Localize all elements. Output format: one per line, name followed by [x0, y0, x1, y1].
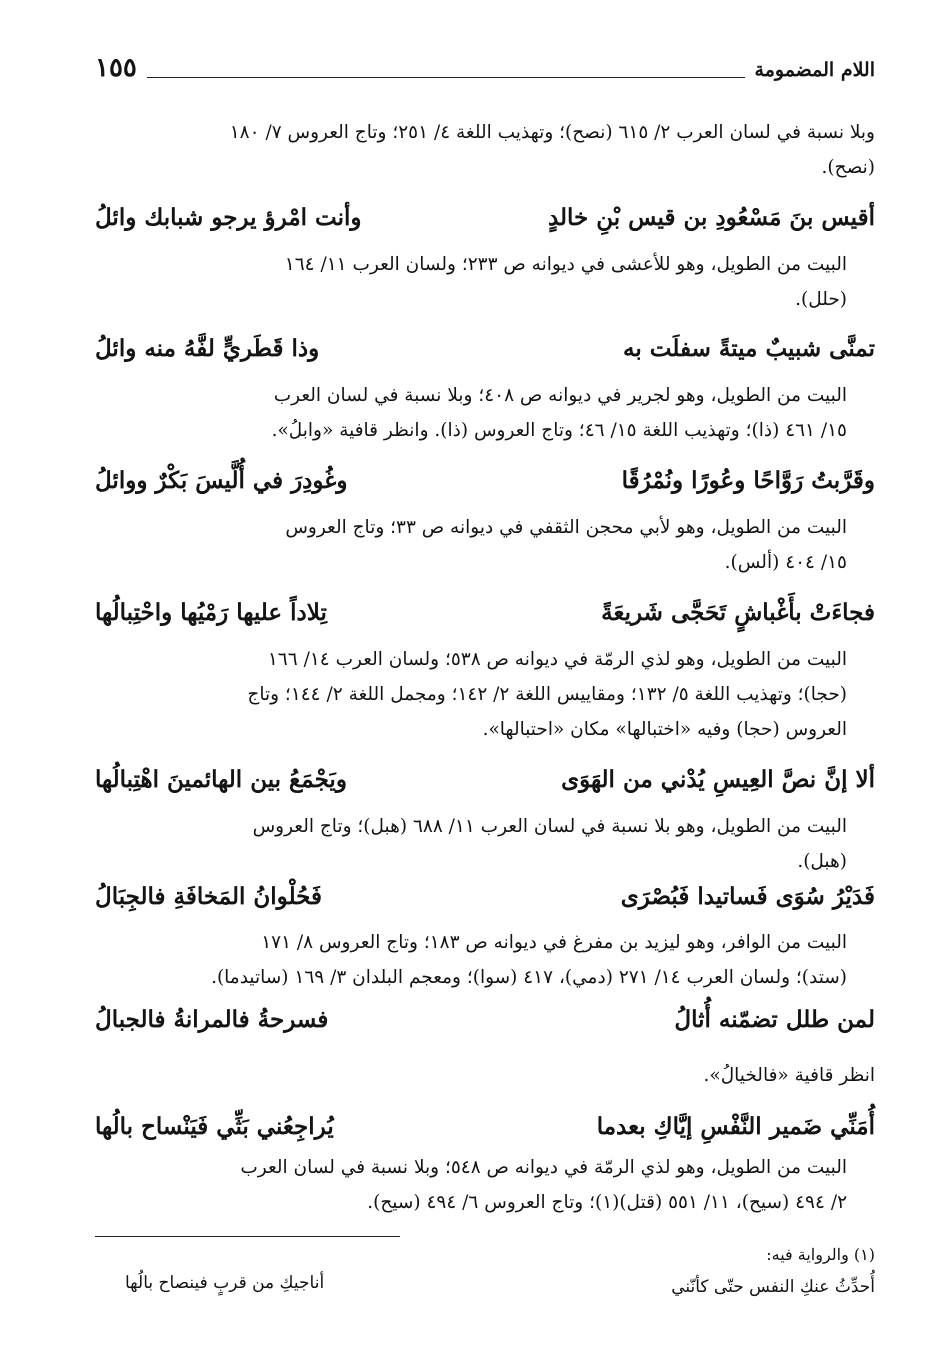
verse-second-hemistich: فَحُلْوانُ المَخافَةِ فالجِبَالُ — [95, 883, 323, 910]
verse-first-hemistich: ألا إنَّ نصَّ العِيسِ يُدْني من الهَوَى — [561, 766, 875, 793]
footnote-rule — [95, 1236, 400, 1237]
citation-paragraph: البيت من الطويل، وهو للأعشى في ديوانه ص ٢٣٣؛ ولسان العرب ١١/ ١٦٤ (حلل). — [284, 254, 847, 310]
running-title: اللام المضمومة — [754, 59, 875, 81]
page — [95, 55, 875, 1345]
page-number: ١٥٥ — [95, 53, 137, 83]
verse-first-hemistich: أُمَنِّي ضَمير النَّفْسِ إيَّاكِ بعدما — [596, 1113, 875, 1140]
citation-paragraph: البيت من الطويل، وهو بلا نسبة في لسان العرب ١١/ ٦٨٨ (هبل)؛ وتاج العروس (هبل). — [252, 816, 847, 872]
verse-line — [95, 195, 875, 241]
citation-paragraph: البيت من الطويل، وهو لذي الرمّة في ديوانه ص ٥٤٨؛ وبلا نسبة في لسان العرب ٢/ ٤٩٤ (سيح)، ١١/ ٥٥١ (قتل)(١)؛ وتاج العروس ٦/ ٤٩٤ (سيح). — [240, 1157, 847, 1213]
verse-first-hemistich: تمنَّى شبيبٌ ميتةً سفلَت به — [623, 335, 875, 362]
verse-second-hemistich: يُراجِعُني بَثِّي فَيَنْساح بالُها — [95, 1113, 334, 1140]
verse-first-hemistich: أقيس بنَ مَسْعُودِ بن قيس بْنِ خالدٍ — [547, 204, 875, 231]
verse-first-hemistich: فَدَيْرُ سُوَى فَساتيدا فَبُصْرَى — [620, 883, 875, 910]
verse-line — [95, 874, 875, 920]
verse-second-hemistich: وذا قَطَريٍّ لفَّهُ منه وائلُ — [95, 335, 320, 362]
verse-line — [95, 458, 875, 504]
citation-paragraph: البيت من الطويل، وهو لأبي محجن الثقفي في ديوانه ص ٣٣؛ وتاج العروس ١٥/ ٤٠٤ (ألس). — [285, 517, 847, 573]
verse-line — [95, 757, 875, 803]
verse-first-hemistich: فجاءَتْ بأَغْباشٍ تَحَجَّى شَريعَةً — [601, 599, 875, 626]
verse-first-hemistich: وقَرَّبتُ رَوَّاحًا وعُورًا ونُمْرُقًا — [621, 467, 875, 494]
verse-line — [95, 1104, 875, 1150]
page-header — [95, 55, 875, 95]
header-rule — [147, 77, 745, 78]
verse-second-hemistich: تِلاداً عليها رَمْيُها واحْتِبالُها — [95, 599, 327, 626]
verse-second-hemistich: وغُودِرَ في أُلَّيسَ بَكْرٌ ووائلُ — [95, 467, 348, 494]
citation-paragraph: البيت من الطويل، وهو لجرير في ديوانه ص ٤٠٨؛ وبلا نسبة في لسان العرب ١٥/ ٤٦١ (ذا)؛ وتهذيب اللغة ١٥/ ٤٦؛ وتاج العروس (ذا). وانظر قافية «وابلُ». — [271, 385, 847, 441]
verse-line — [95, 326, 875, 372]
citation-paragraph: البيت من الطويل، وهو لذي الرمّة في ديوانه ص ٥٣٨؛ ولسان العرب ١٤/ ١٦٦ (حجا)؛ وتهذيب اللغة ٥/ ١٣٢؛ ومقاييس اللغة ٢/ ١٤٢؛ ومجمل اللغة ٢/ ١٤٤؛ وتاج العروس (حجا) وفيه «اختبالها» مكان «احتبالها». — [247, 649, 847, 740]
footnote-label: (١) والرواية فيه: — [766, 1245, 875, 1264]
citation-paragraph: وبلا نسبة في لسان العرب ٢/ ٦١٥ (نصح)؛ وتهذيب اللغة ٤/ ٢٥١؛ وتاج العروس ٧/ ١٨٠ (نصح). — [229, 122, 875, 178]
cross-reference: انظر قافية «فالخيالُ». — [703, 1065, 875, 1086]
verse-second-hemistich: وأنت امْرؤ يرجو شبابك وائلُ — [95, 204, 362, 231]
footnote-verse-first: أُحدِّثُ عنكِ النفس حتّى كأنّني — [671, 1277, 875, 1297]
verse-second-hemistich: فسرحةُ فالمرانةُ فالجبالُ — [95, 1006, 329, 1033]
footnote-verse-second: أناجيكِ من قربٍ فينصاح بالُها — [125, 1273, 325, 1293]
verse-second-hemistich: ويَجْمَعُ بين الهائمينَ اهْتِبالُها — [95, 766, 347, 793]
verse-line — [95, 997, 875, 1043]
citation-paragraph: البيت من الوافر، وهو ليزيد بن مفرغ في ديوانه ص ١٨٣؛ وتاج العروس ٨/ ١٧١ (ستد)؛ ولسان العرب ١٤/ ٢٧١ (دمي)، ٤١٧ (سوا)؛ ومعجم البلدان ٣/ ١٦٩ (ساتيدما). — [211, 932, 847, 988]
verse-first-hemistich: لمن طلل تضمّنه أُثالُ — [674, 1006, 875, 1033]
verse-line — [95, 590, 875, 636]
